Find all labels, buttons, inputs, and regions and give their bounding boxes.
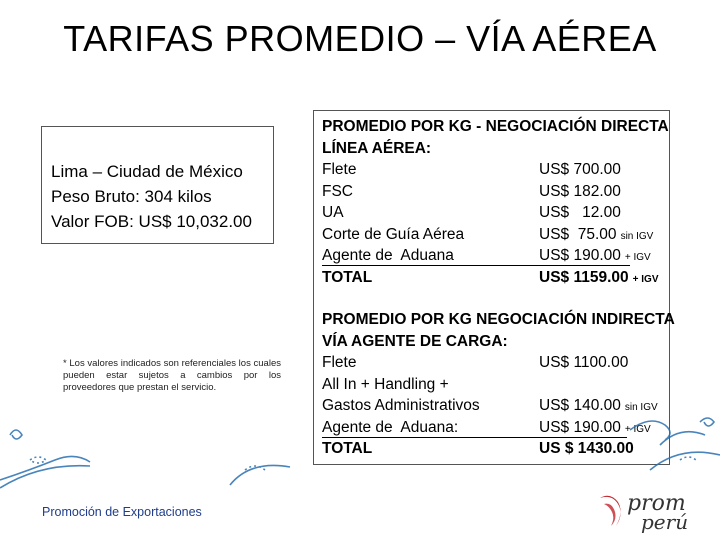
row-suffix: + IGV bbox=[624, 423, 651, 435]
total-label: TOTAL bbox=[322, 440, 373, 457]
row-value: US$ 182.00 bbox=[539, 182, 621, 200]
direct-row bbox=[322, 224, 669, 246]
footer-text: Promoción de Exportaciones bbox=[42, 505, 202, 519]
row-label: Flete bbox=[322, 161, 357, 178]
fob-value-text: Valor FOB: US$ 10,032.00 bbox=[51, 212, 252, 231]
row-label: Gastos Administrativos bbox=[322, 397, 480, 414]
disclaimer-note: * Los valores indicados son referenciales los cuales pueden estar sujetos a cambios por los proveedores que prestan el servicio. bbox=[63, 358, 281, 393]
route-box bbox=[41, 126, 274, 244]
total-suffix: + IGV bbox=[632, 273, 659, 285]
indirect-subheader: VÍA AGENTE DE CARGA: bbox=[322, 332, 508, 350]
row-label: Flete bbox=[322, 354, 357, 371]
row-suffix: sin IGV bbox=[620, 230, 654, 242]
row-label: Agente de Aduana bbox=[322, 247, 454, 264]
row-label: FSC bbox=[322, 182, 353, 200]
total-amount: US$ 1159.00 bbox=[539, 268, 629, 286]
direct-row bbox=[322, 245, 669, 267]
row-value: US$ 700.00 bbox=[539, 161, 621, 178]
direct-subheader: LÍNEA AÉREA: bbox=[322, 139, 432, 157]
logo-text-peru: perú bbox=[641, 510, 689, 534]
row-value: US$ 12.00 bbox=[539, 204, 621, 221]
indirect-row bbox=[322, 352, 675, 374]
row-amount: US$ 140.00 bbox=[539, 397, 621, 414]
direct-total-row bbox=[322, 267, 669, 289]
slide-title: TARIFAS PROMEDIO – VÍA AÉREA bbox=[63, 18, 657, 59]
indirect-header: PROMEDIO POR KG NEGOCIACIÓN INDIRECTA bbox=[322, 311, 675, 328]
gross-weight-text: Peso Bruto: 304 kilos bbox=[51, 187, 212, 206]
row-suffix: + IGV bbox=[624, 252, 651, 263]
row-value: US$ 1100.00 bbox=[539, 354, 629, 371]
decorative-swirl-pattern bbox=[0, 410, 720, 490]
total-label: TOTAL bbox=[322, 268, 373, 286]
direct-row bbox=[322, 181, 669, 203]
row-label: Agente de Aduana: bbox=[322, 418, 459, 436]
row-value bbox=[539, 224, 653, 248]
row-amount: US$ 190.00 bbox=[539, 247, 621, 264]
logo-text-prom: prom bbox=[627, 491, 686, 516]
row-label: All In + Handling + bbox=[322, 375, 449, 393]
direct-rates bbox=[322, 116, 669, 288]
row-label: Corte de Guía Aérea bbox=[322, 225, 465, 243]
row-amount: US$ 75.00 bbox=[539, 225, 617, 243]
row-amount: US$ 190.00 bbox=[539, 418, 621, 436]
row-suffix: sin IGV bbox=[624, 402, 658, 413]
direct-header: PROMEDIO POR KG - NEGOCIACIÓN DIRECTA bbox=[322, 118, 669, 135]
total-value: US $ 1430.00 bbox=[539, 440, 634, 457]
route-text: Lima – Ciudad de México bbox=[51, 162, 243, 181]
total-value bbox=[539, 267, 659, 291]
row-label: UA bbox=[322, 204, 344, 221]
indirect-row bbox=[322, 374, 675, 396]
direct-row bbox=[322, 202, 669, 224]
direct-row bbox=[322, 159, 669, 181]
